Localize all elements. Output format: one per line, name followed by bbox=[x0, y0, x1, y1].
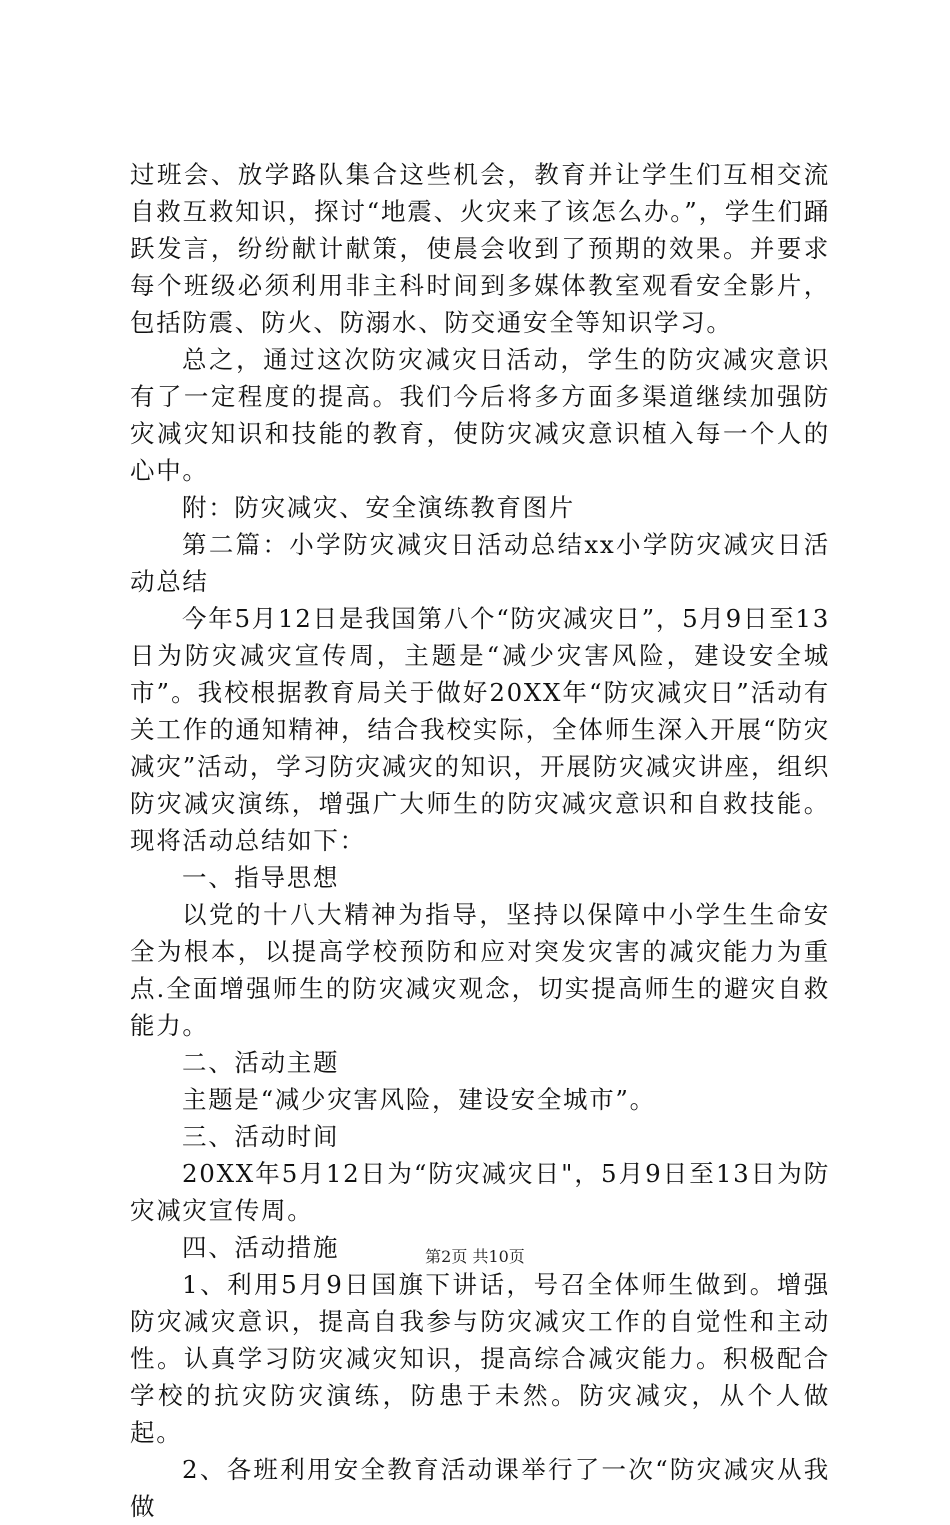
page-number-label: 第2页 共10页 bbox=[425, 1247, 525, 1266]
paragraph-activity-time: 20XX年5月12日为“防灾减灾日"，5月9日至13日为防灾减灾宣传周。 bbox=[130, 1159, 830, 1225]
document-body bbox=[130, 156, 830, 1525]
paragraph-continuation: 过班会、放学路队集合这些机会，教育并让学生们互相交流自救互救知识，探讨“地震、火灾来了该怎么办。”，学生们踊跃发言，纷纷献计献策，使晨会收到了预期的效果。并要求每个班级必须利用非主科时间到多媒体教室观看安全影片，包括防震、防火、防溺水、防交通安全等知识学习。 bbox=[130, 160, 830, 337]
paragraph-conclusion: 总之，通过这次防灾减灾日活动，学生的防灾减灾意识有了一定程度的提高。我们今后将多方面多渠道继续加强防灾减灾知识和技能的教育，使防灾减灾意识植入每一个人的心中。 bbox=[130, 345, 830, 485]
paragraph-measure-1: 1、利用5月9日国旗下讲话，号召全体师生做到。增强防灾减灾意识，提高自我参与防灾减灾工作的自觉性和主动性。认真学习防灾减灾知识，提高综合减灾能力。积极配合学校的抗灾防灾演练，防患于未然。防灾减灾，从个人做起。 bbox=[130, 1270, 830, 1447]
paragraph-activity-theme: 主题是“减少灾害风险，建设安全城市”。 bbox=[182, 1085, 656, 1114]
page-footer bbox=[0, 1244, 950, 1267]
section-title-part-two: 第二篇：小学防灾减灾日活动总结xx小学防灾减灾日活动总结 bbox=[130, 530, 830, 596]
paragraph-attachment-note: 附：防灾减灾、安全演练教育图片 bbox=[182, 493, 575, 522]
paragraph-introduction: 今年5月12日是我国第八个“防灾减灾日”，5月9日至13日为防灾减灾宣传周，主题是“减少灾害风险，建设安全城市”。我校根据教育局关于做好20XX年“防灾减灾日”活动有关工作的通知精神，结合我校实际，全体师生深入开展“防灾减灾”活动，学习防灾减灾的知识，开展防灾减灾讲座，组织防灾减灾演练，增强广大师生的防灾减灾意识和自救技能。现将活动总结如下： bbox=[130, 604, 830, 855]
heading-activity-measures: 四、活动措施 bbox=[182, 1233, 340, 1262]
heading-activity-theme: 二、活动主题 bbox=[182, 1048, 340, 1077]
paragraph-guiding-ideology: 以党的十八大精神为指导，坚持以保障中小学生生命安全为根本，以提高学校预防和应对突发灾害的减灾能力为重点.全面增强师生的防灾减灾观念，切实提高师生的避灾自救能力。 bbox=[130, 900, 830, 1040]
heading-activity-time: 三、活动时间 bbox=[182, 1122, 340, 1151]
paragraph-measure-2: 2、各班利用安全教育活动课举行了一次“防灾减灾从我做 bbox=[130, 1455, 830, 1521]
heading-guiding-ideology: 一、指导思想 bbox=[182, 863, 340, 892]
